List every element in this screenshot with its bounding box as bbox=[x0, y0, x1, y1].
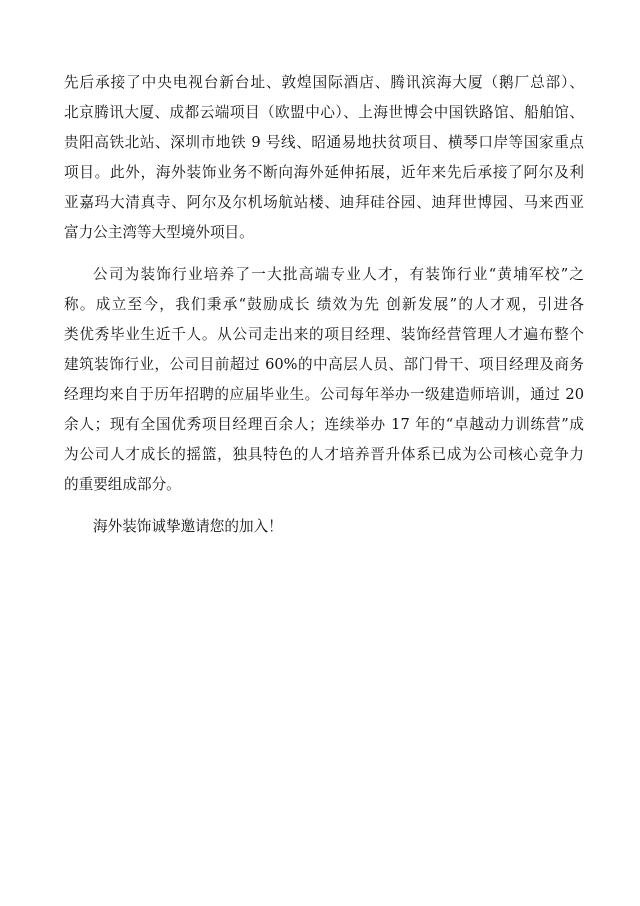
paragraph-gap bbox=[64, 248, 584, 260]
text-line: 建筑装饰行业，公司目前超过 60%的中高层人员、部门骨干、项目经理及商务 bbox=[64, 356, 584, 373]
text-line: 余人；现有全国优秀项目经理百余人；连续举办 17 年的“卓越动力训练营”成 bbox=[64, 416, 584, 433]
text-line: 海外装饰诚挚邀请您的加入！ bbox=[93, 518, 283, 535]
talent-paragraph bbox=[64, 260, 584, 500]
text-line: 经理均来自于历年招聘的应届毕业生。公司每年举办一级建造师培训，通过 20 bbox=[64, 386, 584, 403]
text-line: 富力公主湾等大型境外项目。 bbox=[64, 224, 254, 241]
text-line: 称。成立至今，我们秉承“鼓励成长 绩效为先 创新发展”的人才观，引进各 bbox=[64, 296, 584, 313]
invitation-paragraph bbox=[64, 512, 584, 542]
text-line: 为公司人才成长的摇篮，独具特色的人才培养晋升体系已成为公司核心竞争力 bbox=[64, 446, 584, 463]
paragraph-gap bbox=[64, 500, 584, 512]
text-line: 亚嘉玛大清真寺、阿尔及尔机场航站楼、迪拜硅谷园、迪拜世博园、马来西亚 bbox=[64, 194, 584, 211]
text-line: 先后承接了中央电视台新台址、敦煌国际酒店、腾讯滨海大厦（鹅厂总部）、 bbox=[64, 74, 584, 91]
projects-paragraph bbox=[64, 68, 584, 248]
text-line: 项目。此外，海外装饰业务不断向海外延伸拓展，近年来先后承接了阿尔及利 bbox=[64, 164, 584, 181]
text-line: 的重要组成部分。 bbox=[64, 476, 181, 493]
text-line: 类优秀毕业生近千人。从公司走出来的项目经理、装饰经营管理人才遍布整个 bbox=[64, 326, 584, 343]
document-body bbox=[64, 68, 584, 542]
text-line: 公司为装饰行业培养了一大批高端专业人才，有装饰行业“黄埔军校”之 bbox=[93, 266, 584, 283]
text-line: 贵阳高铁北站、深圳市地铁 9 号线、昭通易地扶贫项目、横琴口岸等国家重点 bbox=[64, 134, 584, 151]
text-line: 北京腾讯大厦、成都云端项目（欧盟中心）、上海世博会中国铁路馆、船舶馆、 bbox=[64, 104, 584, 121]
